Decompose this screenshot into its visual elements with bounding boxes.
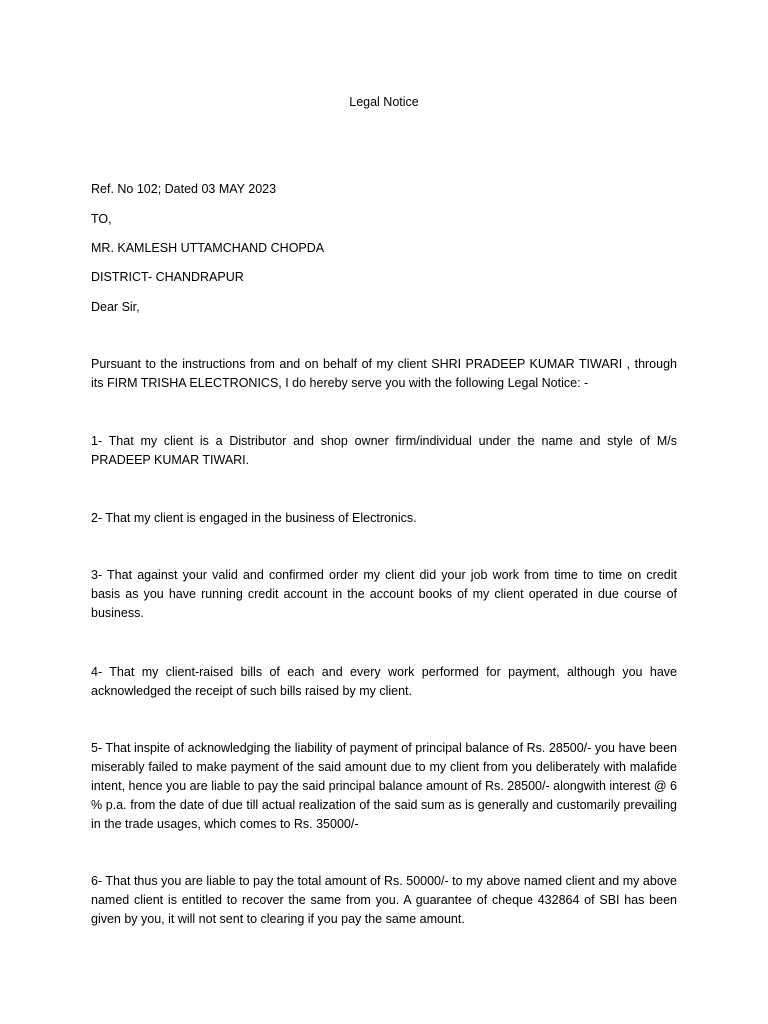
point-2-paragraph: 2- That my client is engaged in the business of Electronics.	[91, 511, 417, 525]
intro-paragraph: Pursuant to the instructions from and on behalf of my client SHRI PRADEEP KUMAR TIWARI , through its FIRM TRISHA ELECTRONICS, I do hereby serve you with the following Legal Notice: -	[91, 357, 677, 390]
recipient-name: MR. KAMLESH UTTAMCHAND CHOPDA	[91, 241, 325, 255]
point-3-paragraph: 3- That against your valid and confirmed order my client did your job work from time to time on credit basis as you have running credit account in the account books of my client operated in due course of business.	[91, 568, 677, 620]
point-5-paragraph: 5- That inspite of acknowledging the liability of payment of principal balance of Rs. 28500/- you have been miserably failed to make payment of the said amount due to my client from you deliberately with malafide intent, hence you are liable to pay the said principal balance amount of Rs. 28500/- alongwith interest @ 6 % p.a. from the date of due till actual realization of the said sum as is generally and customarily prevailing in the trade usages, which comes to Rs. 35000/-	[91, 741, 677, 831]
to-line: TO,	[91, 212, 112, 226]
point-6-paragraph: 6- That thus you are liable to pay the total amount of Rs. 50000/- to my above named client and my above named client is entitled to recover the same from you. A guarantee of cheque 432864 of SBI has been given by you, it will not sent to clearing if you pay the same amount.	[91, 874, 677, 926]
reference-line: Ref. No 102; Dated 03 MAY 2023	[91, 182, 277, 196]
point-4-paragraph: 4- That my client-raised bills of each and every work performed for payment, although you have acknowledged the receipt of such bills raised by my client.	[91, 665, 677, 698]
recipient-district: DISTRICT- CHANDRAPUR	[91, 270, 244, 284]
document-title: Legal Notice	[349, 95, 419, 109]
salutation: Dear Sir,	[91, 300, 140, 314]
point-1-paragraph: 1- That my client is a Distributor and shop owner firm/individual under the name and style of M/s PRADEEP KUMAR TIWARI.	[91, 434, 677, 467]
